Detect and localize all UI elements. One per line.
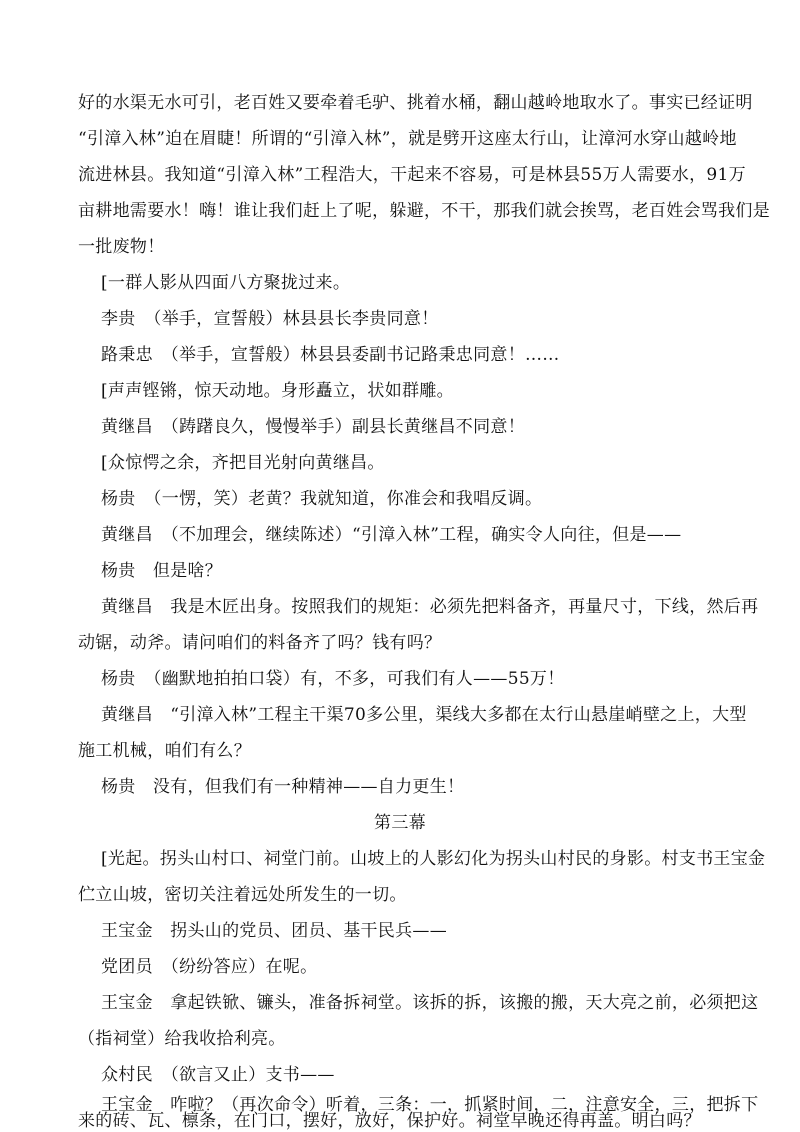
dialogue-line: 王宝金 拿起铁锨、镰头，准备拆祠堂。该拆的拆，该搬的搬，天大亮之前，必须把这: [101, 993, 759, 1013]
paragraph-line: 来的砖、瓦、檩条，在门口，摆好，放好，保护好。祠堂早晚还得再盖。明白吗？: [78, 1111, 701, 1131]
dialogue-line: 路秉忠 （举手，宣誓般）林县县委副书记路秉忠同意！……: [101, 345, 560, 365]
dialogue-line: 众村民 （欲言又止）支书——: [101, 1065, 335, 1085]
dialogue-line: 黄继昌 我是木匠出身。按照我们的规矩：必须先把料备齐，再量尺寸，下线，然后再: [101, 597, 759, 617]
paragraph-line: （指祠堂）给我收拾利亮。: [78, 1029, 286, 1049]
stage-direction: [众惊愕之余，齐把目光射向黄继昌。: [101, 453, 385, 473]
act-heading: 第三幕: [374, 813, 426, 833]
dialogue-line: 李贵 （举手，宣誓般）林县县长李贵同意！: [101, 309, 439, 329]
dialogue-line: 杨贵 （一愣，笑）老黄？我就知道，你准会和我唱反调。: [101, 489, 543, 509]
paragraph-line: 好的水渠无水可引，老百姓又要牵着毛驴、挑着水桶，翻山越岭地取水了。事实已经证明: [78, 93, 753, 113]
stage-direction: [一群人影从四面八方聚拢过来。: [101, 273, 351, 293]
dialogue-line: 党团员 （纷纷答应）在呢。: [101, 957, 318, 977]
dialogue-line: 王宝金 咋啦？（再次命令）听着，三条：一，抓紧时间，二，注意安全，三，把拆下: [101, 1095, 759, 1115]
paragraph-line: 施工机械，咱们有么？: [78, 741, 251, 761]
paragraph-line: 亩耕地需要水！嗨！谁让我们赶上了呢，躲避，不干，那我们就会挨骂，老百姓会骂我们是: [78, 201, 770, 221]
paragraph-line: 动锯，动斧。请问咱们的料备齐了吗？钱有吗？: [78, 633, 442, 653]
paragraph-line: 伫立山坡，密切关注着远处所发生的一切。: [78, 885, 407, 905]
paragraph-line: 一批废物！: [78, 237, 165, 257]
dialogue-line: 杨贵 但是啥？: [101, 561, 223, 581]
dialogue-line: 黄继昌 （踌躇良久，慢慢举手）副县长黄继昌不同意！: [101, 417, 525, 437]
stage-direction: [光起。拐头山村口、祠堂门前。山坡上的人影幻化为拐头山村民的身影。村支书王宝金: [101, 849, 766, 869]
dialogue-line: 杨贵 没有，但我们有一种精神——自力更生！: [101, 777, 465, 797]
dialogue-line: 黄继昌 “引漳入林”工程主干渠70多公里，渠线大多都在太行山悬崖峭壁之上，大型: [101, 705, 747, 725]
paragraph-line: 流进林县。我知道“引漳入林”工程浩大，干起来不容易，可是林县55万人需要水，91万: [78, 165, 746, 185]
stage-direction: [声声铿锵，惊天动地。身形矗立，状如群雕。: [101, 381, 454, 401]
dialogue-line: 王宝金 拐头山的党员、团员、基干民兵——: [101, 921, 447, 941]
dialogue-line: 黄继昌 （不加理会，继续陈述）“引漳入林”工程，确实令人向往，但是——: [101, 525, 682, 545]
paragraph-line: “引漳入林”迫在眉睫！所谓的“引漳入林”，就是劈开这座太行山，让漳河水穿山越岭地: [78, 129, 737, 149]
dialogue-line: 杨贵 （幽默地拍拍口袋）有，不多，可我们有人——55万！: [101, 669, 565, 689]
